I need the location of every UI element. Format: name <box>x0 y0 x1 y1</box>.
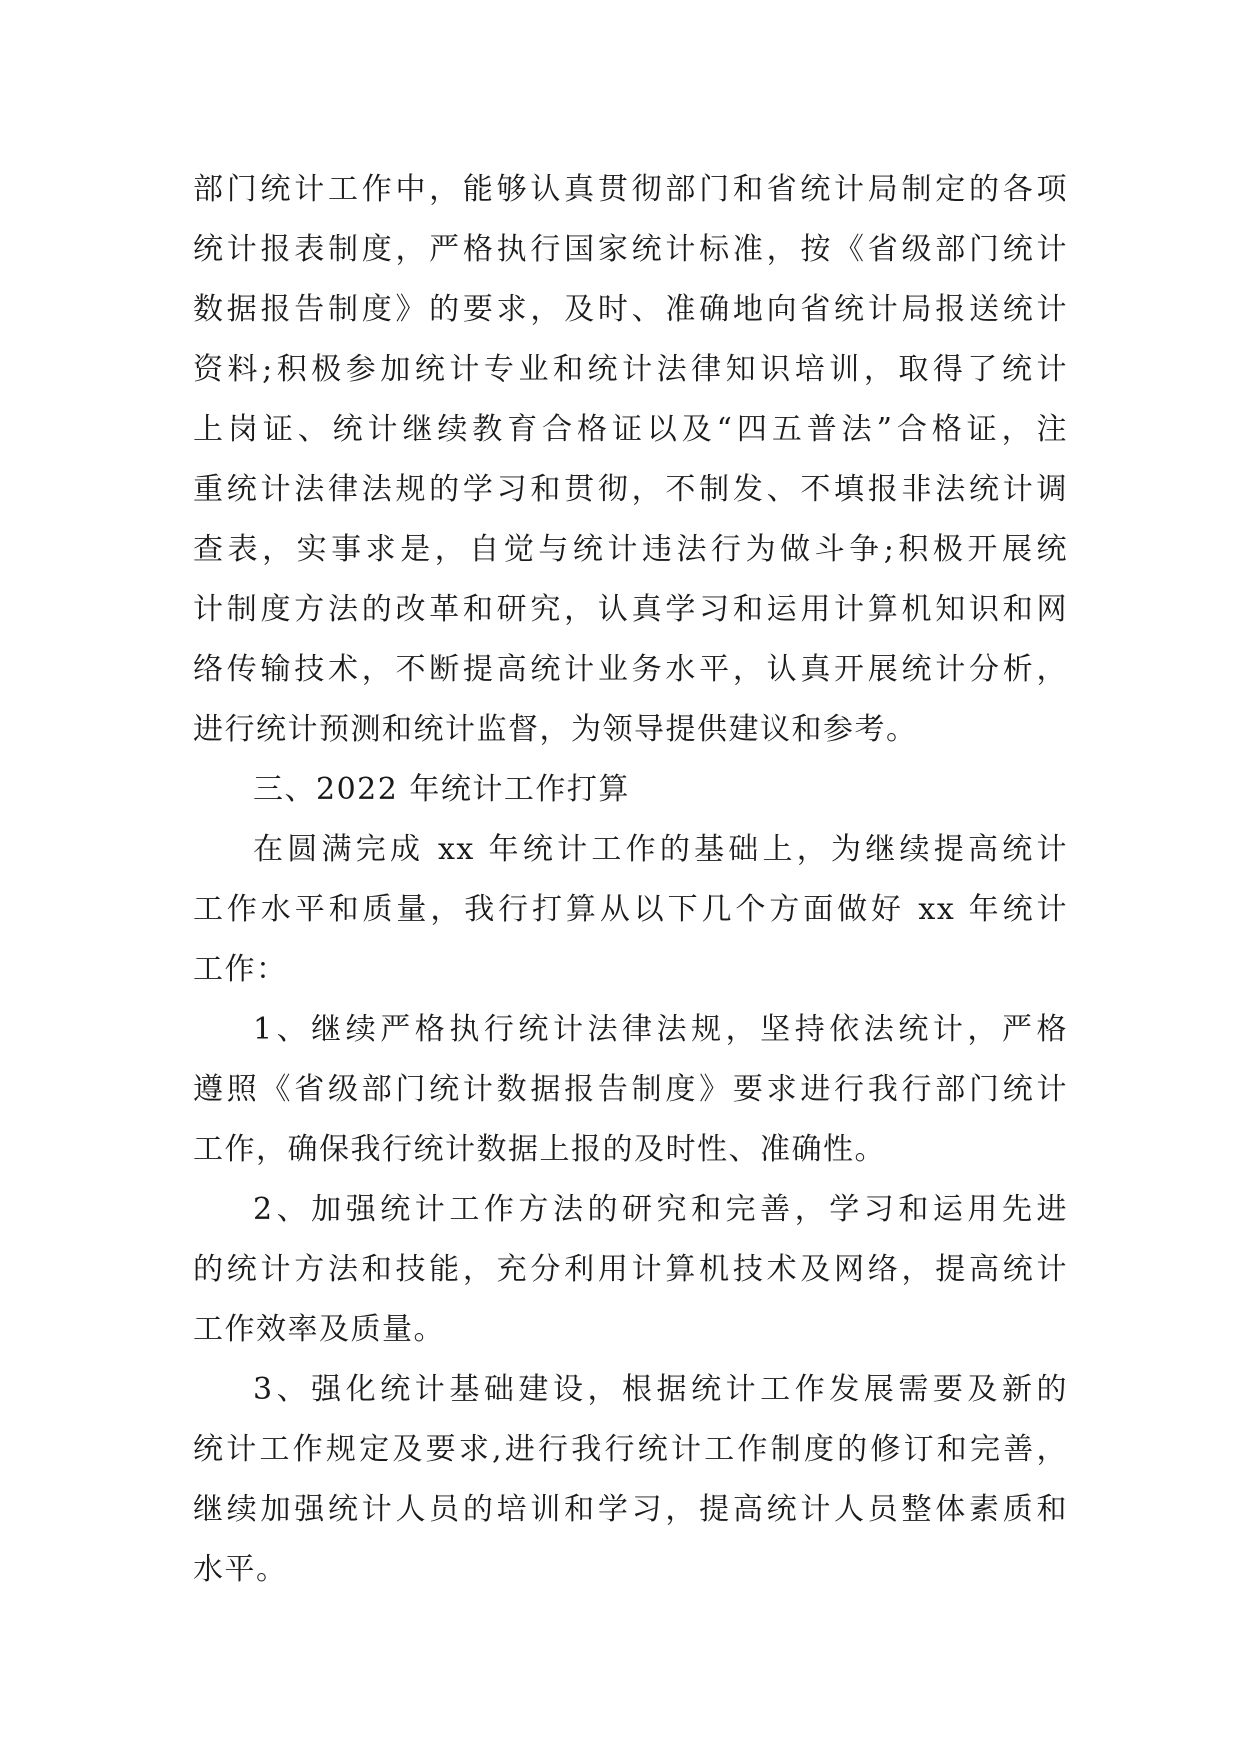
body-line: 资料;积极参加统计专业和统计法律知识培训，取得了统计 <box>193 352 1068 387</box>
body-line: 上岗证、统计继续教育合格证以及“四五普法”合格证，注 <box>193 412 1068 447</box>
document-body <box>193 160 1068 1600</box>
body-line: 数据报告制度》的要求，及时、准确地向省统计局报送统计 <box>193 292 1068 327</box>
section-heading: 三、2022 年统计工作打算 <box>253 772 630 807</box>
list-item-line: 3、强化统计基础建设，根据统计工作发展需要及新的 <box>253 1372 1068 1407</box>
body-line: 在圆满完成 xx 年统计工作的基础上，为继续提高统计 <box>253 832 1068 867</box>
body-line: 统计报表制度，严格执行国家统计标准，按《省级部门统计 <box>193 232 1068 267</box>
body-line: 重统计法律法规的学习和贯彻，不制发、不填报非法统计调 <box>193 472 1068 507</box>
body-line: 工作： <box>193 952 288 987</box>
body-line: 部门统计工作中，能够认真贯彻部门和省统计局制定的各项 <box>193 172 1068 207</box>
body-line: 络传输技术，不断提高统计业务水平，认真开展统计分析， <box>193 652 1068 687</box>
list-item-line: 的统计方法和技能，充分利用计算机技术及网络，提高统计 <box>193 1252 1068 1287</box>
list-item-line: 统计工作规定及要求,进行我行统计工作制度的修订和完善， <box>193 1432 1068 1467</box>
list-item-line: 2、加强统计工作方法的研究和完善，学习和运用先进 <box>253 1192 1068 1227</box>
body-line: 工作水平和质量，我行打算从以下几个方面做好 xx 年统计 <box>193 892 1068 927</box>
list-item-line: 工作，确保我行统计数据上报的及时性、准确性。 <box>193 1132 886 1167</box>
body-line: 查表，实事求是，自觉与统计违法行为做斗争;积极开展统 <box>193 532 1068 567</box>
list-item-line: 继续加强统计人员的培训和学习，提高统计人员整体素质和 <box>193 1492 1068 1527</box>
body-line: 进行统计预测和统计监督，为领导提供建议和参考。 <box>193 712 918 747</box>
list-item-line: 1、继续严格执行统计法律法规，坚持依法统计，严格 <box>253 1012 1068 1047</box>
list-item-line: 遵照《省级部门统计数据报告制度》要求进行我行部门统计 <box>193 1072 1068 1107</box>
body-line: 计制度方法的改革和研究，认真学习和运用计算机知识和网 <box>193 592 1068 627</box>
list-item-line: 工作效率及质量。 <box>193 1312 445 1347</box>
list-item-line: 水平。 <box>193 1552 288 1587</box>
